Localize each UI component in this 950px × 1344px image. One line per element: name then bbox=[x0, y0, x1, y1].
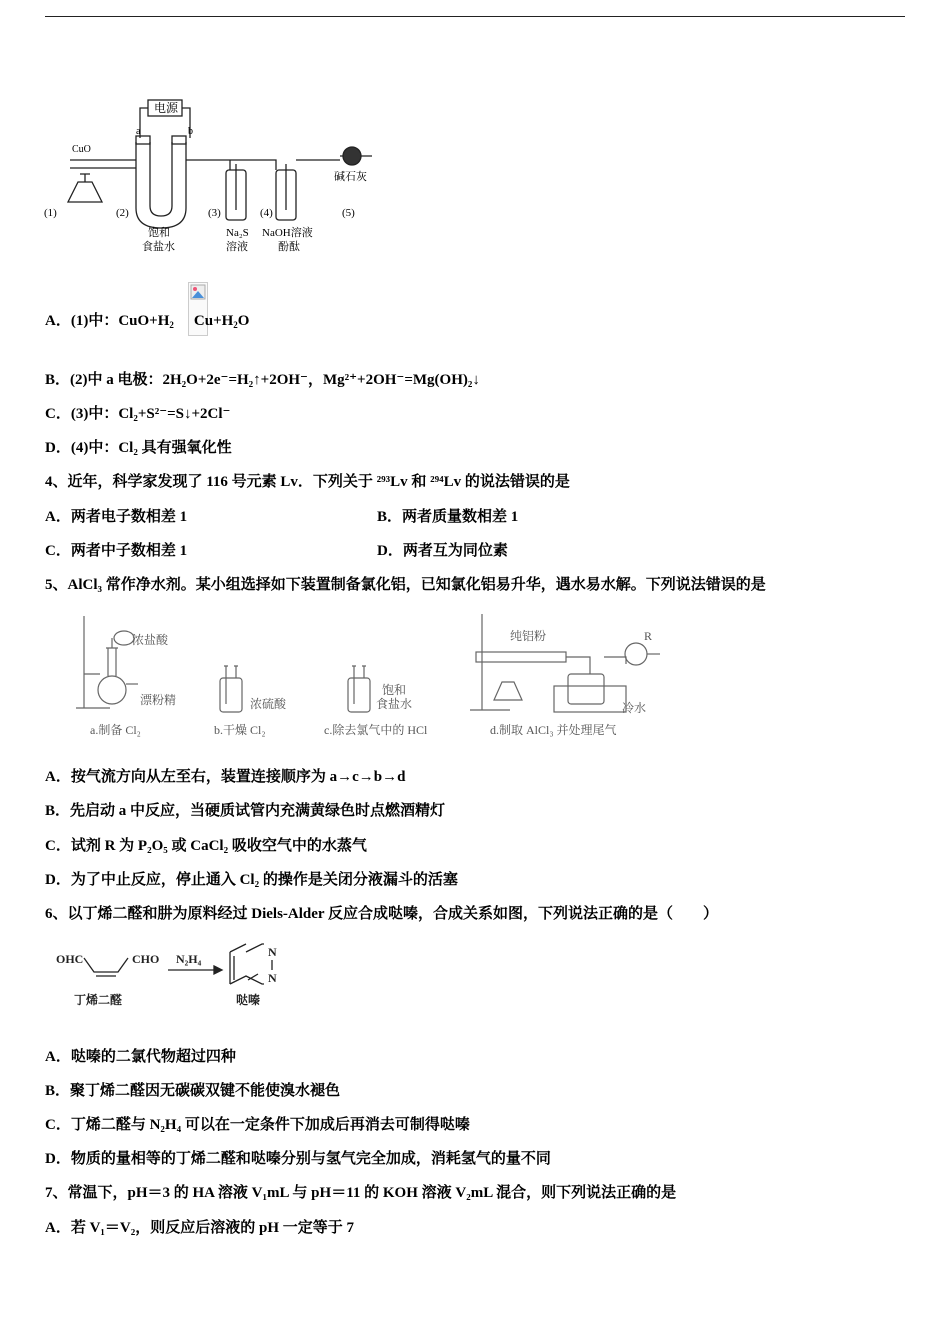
label-4: (4) bbox=[260, 207, 273, 219]
cuo-label: CuO bbox=[72, 144, 91, 155]
sat-brine-label-1: 饱和 bbox=[148, 227, 170, 239]
q7-stem: 7、常温下，pH＝3 的 HA 溶液 V₁mL 与 pH＝11 的 KOH 溶液 V₂mL 混合，则下列说法正确的是 bbox=[45, 1185, 677, 1201]
q6-option-a: A．哒嗪的二氯代物超过四种 bbox=[45, 1049, 236, 1065]
conc-h2so4-label: 浓硫酸 bbox=[250, 697, 287, 711]
na2s-label-1: Na₂S bbox=[226, 227, 249, 239]
alcl3-apparatus-figure bbox=[70, 608, 670, 740]
q6-option-b: B．聚丁烯二醛因无碳碳双键不能使溴水褪色 bbox=[45, 1083, 341, 1099]
q7-option-a: A．若 V₁＝V₂，则反应后溶液的 pH 一定等于 7 bbox=[45, 1220, 355, 1236]
reactant-name: 丁烯二醛 bbox=[74, 993, 123, 1007]
q6-stem: 6、以丁烯二醛和肼为原料经过 Diels-Alder 反应合成哒嗪，合成关系如图，下列说法正确的是（ ） bbox=[45, 906, 719, 922]
q6-option-d: D．物质的量相等的丁烯二醛和哒嗪分别与氢气完全加成，消耗氢气的量不同 bbox=[45, 1151, 551, 1167]
sat-label-1: 饱和 bbox=[382, 683, 407, 697]
pure-al-label: 纯铝粉 bbox=[510, 629, 547, 643]
q4-option-b: B．两者质量数相差 1 bbox=[377, 509, 519, 525]
label-3: (3) bbox=[208, 207, 221, 219]
soda-lime-label: 碱石灰 bbox=[334, 171, 367, 183]
q5-option-b: B．先启动 a 中反应，当硬质试管内充满黄绿色时点燃酒精灯 bbox=[45, 803, 446, 819]
label-1: (1) bbox=[44, 207, 57, 219]
q5-option-a: A．按气流方向从左至右，装置连接顺序为 a→c→b→d bbox=[45, 769, 406, 785]
bleach-label: 漂粉精 bbox=[140, 693, 177, 707]
q3-option-b: B．(2)中 a 电极：2H₂O+2e⁻=H₂↑+2OH⁻，Mg²⁺+2OH⁻=Mg(OH)₂↓ bbox=[45, 372, 480, 388]
n-atom-2: N bbox=[268, 971, 277, 985]
na2s-label-2: 溶液 bbox=[226, 241, 248, 253]
q4-stem: 4、近年，科学家发现了 116 号元素 Lv．下列关于 ²⁹³Lv 和 ²⁹⁴Lv 的说法错误的是 bbox=[45, 474, 570, 490]
caption-c: c.除去氯气中的 HCl bbox=[324, 723, 428, 737]
product-name: 哒嗪 bbox=[236, 993, 261, 1007]
label-2: (2) bbox=[116, 207, 129, 219]
caption-b: b.干燥 Cl₂ bbox=[214, 723, 266, 737]
pyridazine-synthesis-figure bbox=[50, 934, 300, 1014]
q3-option-c: C．(3)中：Cl₂+S²⁻=S↓+2Cl⁻ bbox=[45, 406, 231, 422]
electrode-a-label: a bbox=[136, 126, 141, 137]
q5-option-c: C．试剂 R 为 P₂O₅ 或 CaCl₂ 吸收空气中的水蒸气 bbox=[45, 838, 367, 854]
n-atom-1: N bbox=[268, 945, 277, 959]
electrode-b-label: b bbox=[188, 126, 193, 137]
q4-option-d: D．两者互为同位素 bbox=[377, 543, 508, 559]
caption-d: d.制取 AlCl₃ 并处理尾气 bbox=[490, 723, 617, 737]
electrolysis-apparatus-figure bbox=[40, 98, 390, 258]
q3-option-a: A．(1)中：$CuO+H_2$ $Cu+H_2O$ bbox=[45, 313, 250, 330]
conc-hcl-label: 浓盐酸 bbox=[132, 633, 169, 647]
reagent-r-label: R bbox=[644, 629, 653, 643]
q4-option-a: A．两者电子数相差 1 bbox=[45, 509, 188, 525]
ohc-label: OHC bbox=[56, 952, 84, 966]
cho-label: CHO bbox=[132, 952, 160, 966]
q3-option-d: D．(4)中：Cl₂ 具有强氧化性 bbox=[45, 440, 232, 456]
naoh-label-1: NaOH溶液 bbox=[262, 227, 313, 239]
sat-brine-label-2: 食盐水 bbox=[142, 241, 175, 253]
caption-a: a.制备 Cl₂ bbox=[90, 723, 141, 737]
sat-label-2: 食盐水 bbox=[376, 697, 413, 711]
label-5: (5) bbox=[342, 207, 355, 219]
q5-option-d: D．为了中止反应，停止通入 Cl₂ 的操作是关闭分液漏斗的活塞 bbox=[45, 872, 458, 888]
naoh-label-2: 酚酞 bbox=[278, 241, 300, 253]
header-rule bbox=[45, 16, 905, 17]
cold-water-label: 冷水 bbox=[622, 701, 647, 715]
q6-option-c: C．丁烯二醛与 N₂H₄ 可以在一定条件下加成后再消去可制得哒嗪 bbox=[45, 1117, 470, 1133]
reagent-label: N₂H₄ bbox=[176, 952, 202, 966]
q4-option-c: C．两者中子数相差 1 bbox=[45, 543, 188, 559]
power-label: 电源 bbox=[154, 101, 179, 115]
q5-stem: 5、AlCl₃ 常作净水剂。某小组选择如下装置制备氯化铝，已知氯化铝易升华，遇水易水解。下列说法错误的是 bbox=[45, 577, 766, 593]
